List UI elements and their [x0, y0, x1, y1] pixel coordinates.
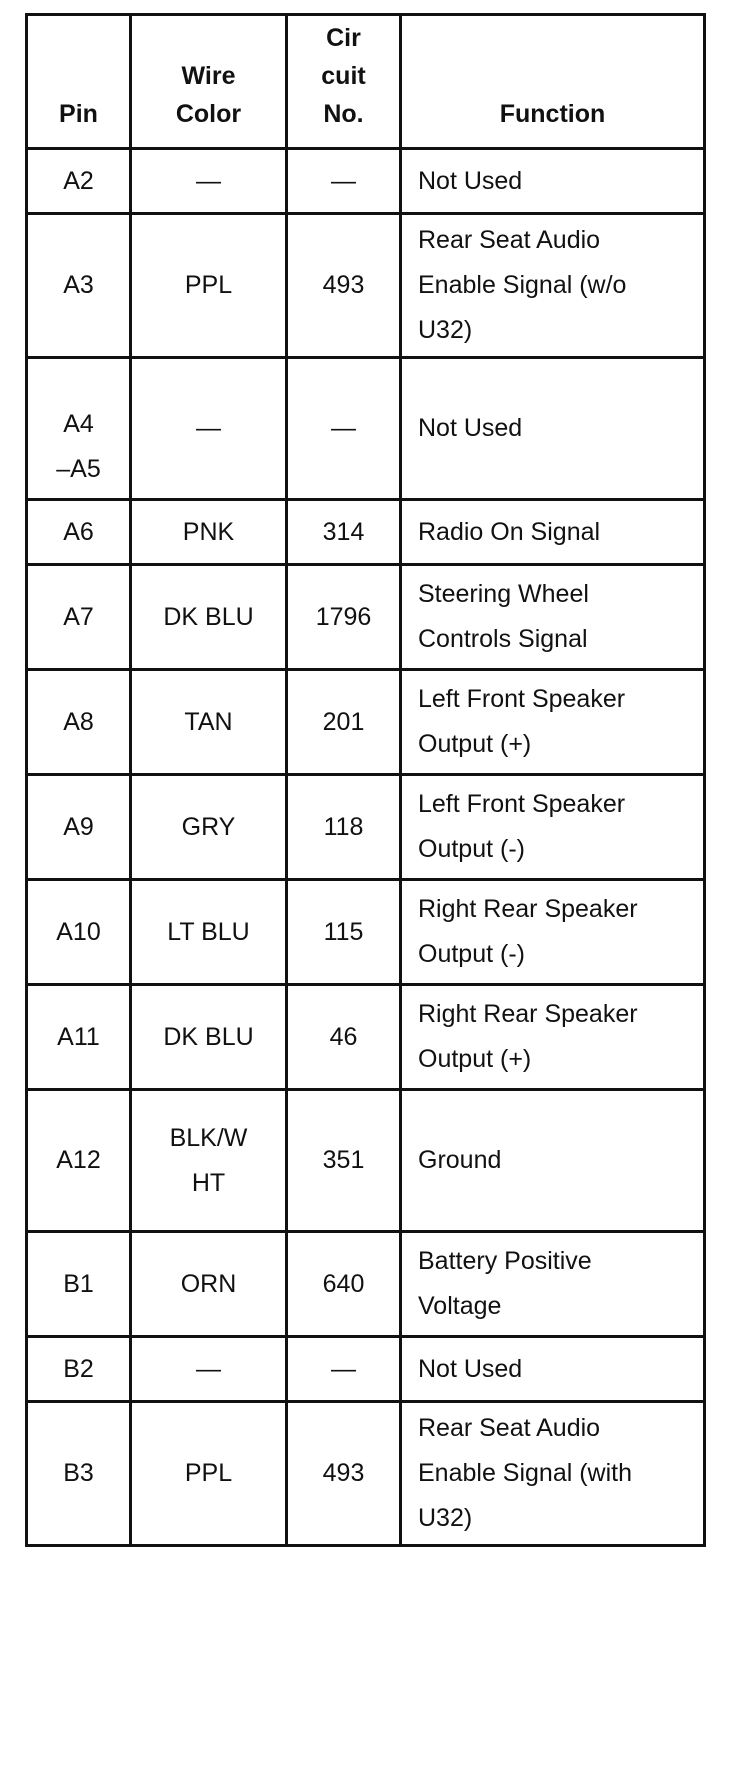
- cell-circuit-no: 640: [287, 1232, 401, 1337]
- cell-circuit-no: 46: [287, 985, 401, 1090]
- cell-circuit-no: 314: [287, 500, 401, 565]
- cell-wire-color: TAN: [131, 670, 287, 775]
- table-row: [27, 1337, 705, 1402]
- table-row: [27, 214, 705, 358]
- cell-pin: A11: [27, 985, 131, 1090]
- pinout-table-container: [25, 13, 706, 1547]
- cell-function: Right Rear Speaker Output (+): [401, 985, 705, 1090]
- header-circuit-no: Cir cuit No.: [287, 15, 401, 149]
- cell-pin: B2: [27, 1337, 131, 1402]
- cell-wire-color: ORN: [131, 1232, 287, 1337]
- cell-function: Rear Seat Audio Enable Signal (with U32): [401, 1402, 705, 1546]
- table-row: [27, 1402, 705, 1546]
- table-row: [27, 670, 705, 775]
- connector-pinout-table: [25, 13, 706, 1547]
- cell-circuit-no: 351: [287, 1090, 401, 1232]
- cell-circuit-no: 1796: [287, 565, 401, 670]
- cell-pin: B1: [27, 1232, 131, 1337]
- table-row: [27, 358, 705, 500]
- cell-pin: A9: [27, 775, 131, 880]
- cell-circuit-no: —: [287, 1337, 401, 1402]
- cell-pin: A4 –A5: [27, 358, 131, 500]
- cell-circuit-no: 493: [287, 1402, 401, 1546]
- table-row: [27, 149, 705, 214]
- cell-function: Rear Seat Audio Enable Signal (w/o U32): [401, 214, 705, 358]
- cell-circuit-no: 201: [287, 670, 401, 775]
- header-function: Function: [401, 15, 705, 149]
- cell-wire-color: DK BLU: [131, 565, 287, 670]
- table-row: [27, 565, 705, 670]
- header-pin: Pin: [27, 15, 131, 149]
- cell-wire-color: —: [131, 149, 287, 214]
- header-wire-color: Wire Color: [131, 15, 287, 149]
- cell-function: Not Used: [401, 149, 705, 214]
- cell-pin: A12: [27, 1090, 131, 1232]
- cell-circuit-no: 493: [287, 214, 401, 358]
- cell-wire-color: GRY: [131, 775, 287, 880]
- cell-function: Battery Positive Voltage: [401, 1232, 705, 1337]
- cell-pin: A6: [27, 500, 131, 565]
- cell-pin: A2: [27, 149, 131, 214]
- cell-wire-color: BLK/W HT: [131, 1090, 287, 1232]
- cell-function: Left Front Speaker Output (-): [401, 775, 705, 880]
- cell-wire-color: PPL: [131, 1402, 287, 1546]
- cell-wire-color: DK BLU: [131, 985, 287, 1090]
- cell-wire-color: PNK: [131, 500, 287, 565]
- cell-wire-color: —: [131, 358, 287, 500]
- cell-function: Right Rear Speaker Output (-): [401, 880, 705, 985]
- cell-function: Radio On Signal: [401, 500, 705, 565]
- table-header-row: [27, 15, 705, 149]
- cell-function: Steering Wheel Controls Signal: [401, 565, 705, 670]
- cell-function: Left Front Speaker Output (+): [401, 670, 705, 775]
- cell-pin: A3: [27, 214, 131, 358]
- table-row: [27, 500, 705, 565]
- table-row: [27, 775, 705, 880]
- cell-function: Ground: [401, 1090, 705, 1232]
- table-row: [27, 985, 705, 1090]
- cell-pin: B3: [27, 1402, 131, 1546]
- cell-pin: A8: [27, 670, 131, 775]
- cell-circuit-no: —: [287, 149, 401, 214]
- table-row: [27, 1232, 705, 1337]
- cell-circuit-no: 115: [287, 880, 401, 985]
- cell-pin: A10: [27, 880, 131, 985]
- cell-pin: A7: [27, 565, 131, 670]
- cell-wire-color: —: [131, 1337, 287, 1402]
- cell-wire-color: PPL: [131, 214, 287, 358]
- cell-circuit-no: 118: [287, 775, 401, 880]
- cell-function: Not Used: [401, 1337, 705, 1402]
- cell-function: Not Used: [401, 358, 705, 500]
- cell-wire-color: LT BLU: [131, 880, 287, 985]
- table-row: [27, 1090, 705, 1232]
- table-row: [27, 880, 705, 985]
- cell-circuit-no: —: [287, 358, 401, 500]
